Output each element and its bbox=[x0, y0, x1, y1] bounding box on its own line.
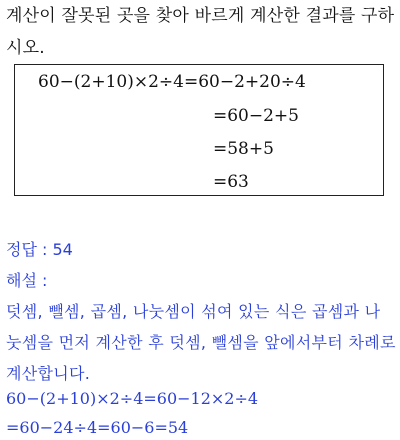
work-line-1: 60−(2+10)×2÷4=60−2+20÷4 bbox=[38, 72, 306, 92]
explanation-math-line-1: 60−(2+10)×2÷4=60−12×2÷4 bbox=[6, 389, 259, 408]
work-line-2: =60−2+5 bbox=[213, 106, 299, 126]
explanation-math-line-2: =60−24÷4=60−6=54 bbox=[6, 418, 189, 437]
explanation-text: 덧셈, 뺄셈, 곱셈, 나눗셈이 섞여 있는 식은 곱셈과 나눗셈을 먼저 계산한 후 덧셈, 뺄셈을 앞에서부터 차례로 계산합니다. bbox=[6, 302, 396, 383]
answer-label: 정답 : 54 bbox=[6, 240, 73, 259]
explanation-heading: 해설 : bbox=[6, 271, 48, 290]
work-line-4: =63 bbox=[213, 172, 249, 192]
question-text: 계산이 잘못된 곳을 찾아 바르게 계산한 결과를 구하시오. bbox=[6, 6, 395, 58]
work-line-3: =58+5 bbox=[213, 139, 274, 159]
